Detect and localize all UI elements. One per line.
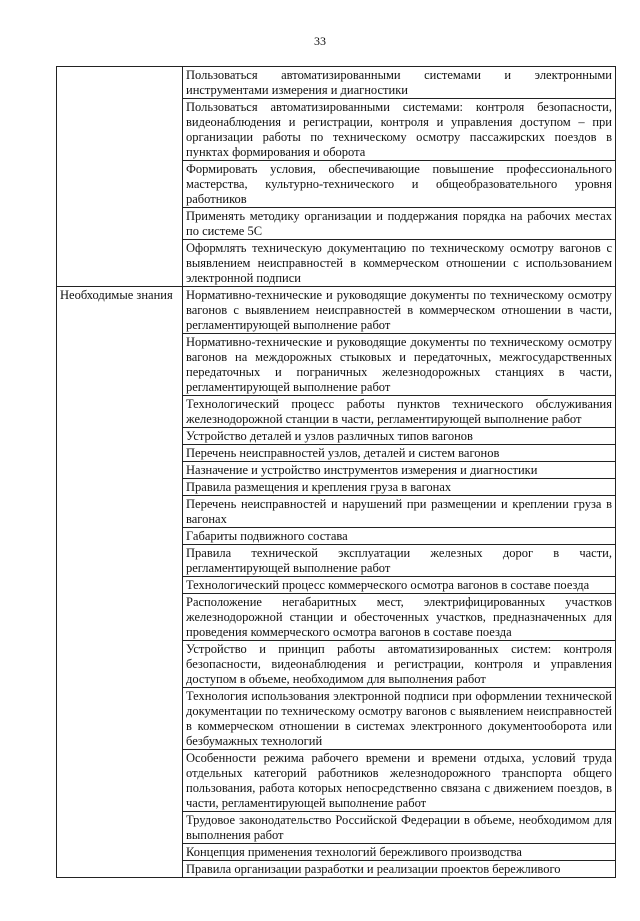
knowledge-item: Назначение и устройство инструментов измерения и диагностики	[183, 462, 616, 479]
skill-item: Применять методику организации и поддержания порядка на рабочих местах по системе 5С	[183, 208, 616, 240]
empty-label-cell	[57, 67, 183, 287]
knowledge-item: Технологический процесс коммерческого осмотра вагонов в составе поезда	[183, 577, 616, 594]
table-row	[57, 67, 616, 99]
knowledge-item: Правила организации разработки и реализации проектов бережливого	[183, 861, 616, 878]
knowledge-item: Нормативно-технические и руководящие документы по техническому осмотру вагонов с выявлением неисправностей в коммерческом отношении в части, регламентирующей выполнение работ	[183, 287, 616, 334]
knowledge-item: Нормативно-технические и руководящие документы по техническому осмотру вагонов на междорожных стыковых и передаточных, межгосударственных передаточных и пограничных железнодорожных станциях в части, регламентирующей выполнение работ	[183, 334, 616, 396]
knowledge-item: Технологический процесс работы пунктов технического обслуживания железнодорожной станции в части, регламентирующей выполнение работ	[183, 396, 616, 428]
knowledge-item: Трудовое законодательство Российской Федерации в объеме, необходимом для выполнения работ	[183, 812, 616, 844]
knowledge-item: Концепция применения технологий бережливого производства	[183, 844, 616, 861]
knowledge-item: Правила размещения и крепления груза в вагонах	[183, 479, 616, 496]
knowledge-item: Правила технической эксплуатации железных дорог в части, регламентирующей выполнение работ	[183, 545, 616, 577]
competency-table-wrap	[56, 66, 616, 921]
knowledge-item: Перечень неисправностей и нарушений при размещении и креплении груза в вагонах	[183, 496, 616, 528]
knowledge-item: Устройство и принцип работы автоматизированных систем: контроля безопасности, видеонаблюдения и регистрации, контроля и управления доступом в объеме, необходимом для выполнения работ	[183, 641, 616, 688]
page-number: 33	[314, 34, 326, 48]
knowledge-label: Необходимые знания	[57, 287, 183, 878]
knowledge-item: Технология использования электронной подписи при оформлении технической документации по техническому осмотру вагонов с выявлением неисправностей в коммерческом отношении в системах электронного документооборота или безбумажных технологий	[183, 688, 616, 750]
skill-item: Пользоваться автоматизированными системами: контроля безопасности, видеонаблюдения и регистрации, контроля и управления доступом – при организации работы по техническому осмотру пассажирских поездов в пунктах формирования и оборота	[183, 99, 616, 161]
competency-table	[56, 66, 616, 878]
knowledge-item: Расположение негабаритных мест, электрифицированных участков железнодорожной станции и обесточенных участков, предназначенных для проведения коммерческого осмотра вагонов в составе поезда	[183, 594, 616, 641]
skill-item: Формировать условия, обеспечивающие повышение профессионального мастерства, культурно-технического и общеобразовательного уровня работников	[183, 161, 616, 208]
knowledge-item: Особенности режима рабочего времени и времени отдыха, условий труда отдельных категорий работников железнодорожного транспорта общего пользования, работа которых непосредственно связана с движением поездов, в части, регламентирующей выполнение работ	[183, 750, 616, 812]
skill-item: Оформлять техническую документацию по техническому осмотру вагонов с выявлением неисправностей в коммерческом отношении с использованием электронной подписи	[183, 240, 616, 287]
knowledge-item: Перечень неисправностей узлов, деталей и систем вагонов	[183, 445, 616, 462]
knowledge-item: Габариты подвижного состава	[183, 528, 616, 545]
table-row	[57, 287, 616, 334]
knowledge-item: Устройство деталей и узлов различных типов вагонов	[183, 428, 616, 445]
skill-item: Пользоваться автоматизированными системами и электронными инструментами измерения и диагностики	[183, 67, 616, 99]
